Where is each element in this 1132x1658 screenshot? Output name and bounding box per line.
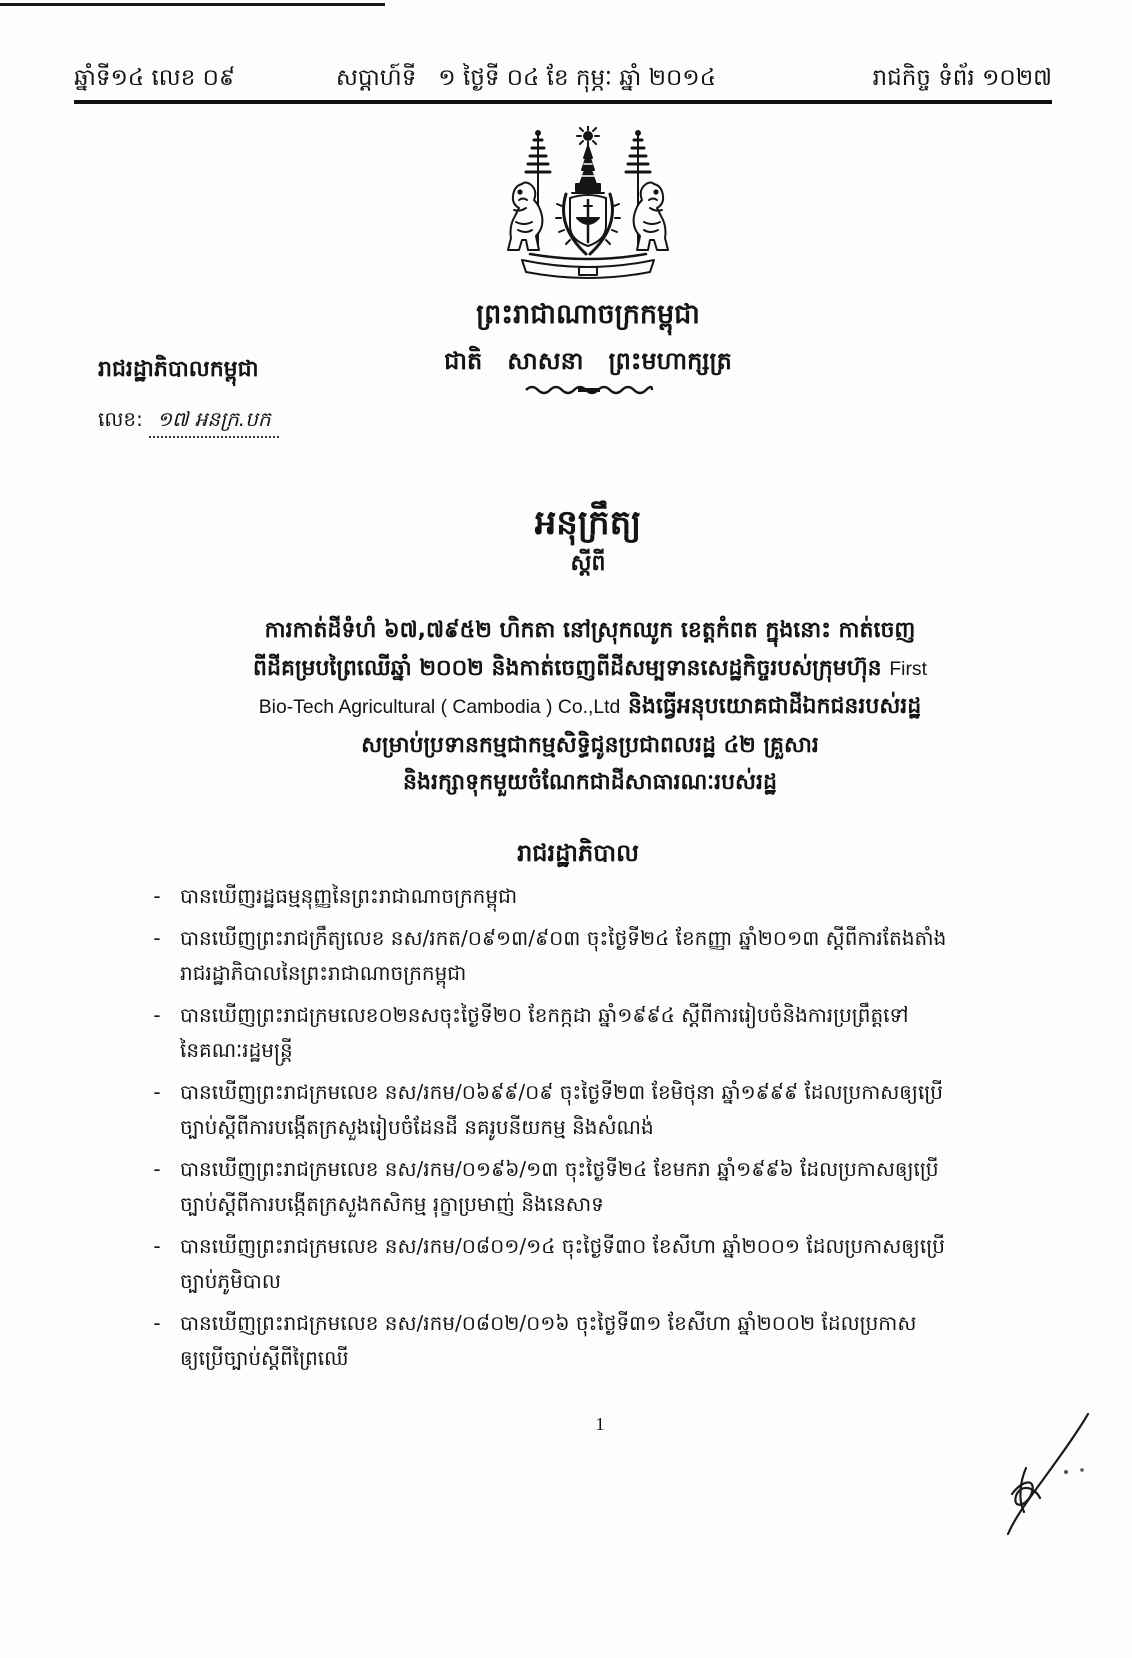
preamble-heading: រាជរដ្ឋាភិបាល [517, 839, 639, 867]
list-item [150, 1306, 1044, 1376]
emblem-graphic [500, 126, 676, 284]
subject-line-3 [150, 688, 1030, 727]
company-name-part-1: First [889, 657, 927, 680]
list-item-line: ច្បាប់ភូមិបាល [180, 1269, 281, 1293]
gazette-issue: ឆ្នាំទី១៤ លេខ ០៩ [74, 65, 236, 91]
list-item-line: បានឃើញព្រះរាជក្រមលេខ នស/រកម/០៨០២/០១៦ ចុះថ្ងៃទី៣១ ខែសីហា ឆ្នាំ២០០២ ដែលប្រកាស [180, 1311, 917, 1335]
issuing-authority: រាជរដ្ឋាភិបាលកម្ពុជា [98, 357, 259, 382]
subject-text: និងធ្វើអនុបយោគជាដីឯកជនរបស់រដ្ឋ [627, 694, 922, 719]
national-motto: ជាតិ សាសនា ព្រះមហាក្សត្រ [444, 347, 732, 375]
subject-line-1 [150, 612, 1030, 650]
emblem-shield [570, 195, 606, 246]
subject-text: ពីដីគម្របព្រៃឈើឆ្នាំ ២០០២ និងកាត់ចេញពីដីសម្បទានសេដ្ឋកិច្ចរបស់ក្រុមហ៊ុន [253, 655, 882, 681]
document-title: អនុក្រឹត្យ [534, 503, 642, 543]
bullet-dash: - [153, 884, 161, 908]
list-item-line: រាជរដ្ឋាភិបាលនៃព្រះរាជាណាចក្រកម្ពុជា [180, 961, 467, 985]
emblem-starburst [577, 126, 599, 145]
list-item-line: ច្បាប់ស្តីពីការបង្កើតក្រសួងកសិកម្ម រុក្ខាប្រមាញ់ និងនេសាទ [180, 1192, 604, 1216]
document-number [98, 402, 398, 438]
bullet-dash: - [153, 926, 161, 950]
list-item-line: បានឃើញរដ្ឋធម្មនុញ្ញនៃព្រះរាជាណាចក្រកម្ពុជា [180, 884, 518, 908]
ornamental-divider-icon [522, 382, 656, 396]
list-item-line: នៃគណៈរដ្ឋមន្ត្រី [180, 1038, 293, 1062]
list-item [150, 921, 1044, 991]
subject-text: ការកាត់ដីទំហំ ៦៧,៧៩៥២ ហិកតា នៅស្រុកឈូក ខេត្តកំពត ក្នុងនោះ កាត់ចេញ [264, 618, 916, 643]
list-item [150, 1075, 1044, 1145]
gazette-page: រាជកិច្ច ទំព័រ ១០២៧ [872, 65, 1052, 91]
header-rule [74, 100, 1052, 104]
list-item [150, 879, 1044, 914]
gazette-date: សប្តាហ៍ទី ១ ថ្ងៃទី ០៤ ខែ កុម្ភៈ ឆ្នាំ ២០១៤ [336, 65, 716, 91]
subject-text: សម្រាប់ប្រទានកម្មជាកម្មសិទ្ធិជូនប្រជាពលរដ្ឋ ៤២ គ្រួសារ [361, 732, 819, 758]
list-item [150, 998, 1044, 1068]
list-item [150, 1229, 1044, 1299]
company-name-part-2: Bio-Tech Agricultural ( Cambodia ) Co.,Ltd [258, 696, 621, 718]
list-item-line: បានឃើញព្រះរាជក្រឹត្យលេខ នស/រកត/០៩១៣/៩០៣ ចុះថ្ងៃទី២៤ ខែកញ្ញា ឆ្នាំ២០១៣ ស្តីពីការតែងតាំង [180, 926, 947, 950]
bullet-dash: - [153, 1311, 161, 1335]
document-number-value: ១៧ អនក្រ.បក [149, 402, 279, 438]
document-number-label: លេខ: [98, 407, 143, 431]
handwritten-initials-icon [990, 1408, 1100, 1540]
emblem-ribbon [522, 254, 654, 278]
subject-line-5 [150, 764, 1030, 802]
list-item [150, 1152, 1044, 1222]
list-item-line: បានឃើញព្រះរាជក្រមលេខ នស/រកម/០១៩៦/១៣ ចុះថ្ងៃទី២៤ ខែមករា ឆ្នាំ១៩៩៦ ដែលប្រកាសឲ្យប្រើ [180, 1157, 939, 1181]
list-item-line: ឲ្យប្រើច្បាប់ស្តីពីព្រៃឈើ [180, 1346, 349, 1370]
subject-text: និងរក្សាទុកមួយចំណែកជាដីសាធារណៈរបស់រដ្ឋ [403, 770, 777, 795]
page-number: 1 [595, 1414, 605, 1434]
subject-block [150, 612, 1030, 802]
list-item-line: បានឃើញព្រះរាជក្រមលេខ នស/រកម/០៦៩៩/០៩ ចុះថ្ងៃទី២៣ ខែមិថុនា ឆ្នាំ១៩៩៩ ដែលប្រកាសឲ្យប្រើ [180, 1080, 943, 1104]
list-item-line: បានឃើញព្រះរាជក្រមលេខ នស/រកម/០៨០១/១៤ ចុះថ្ងៃទី៣០ ខែសីហា ឆ្នាំ២០០១ ដែលប្រកាសឲ្យប្រើ [180, 1234, 945, 1258]
subject-line-2 [150, 650, 1030, 689]
list-item-line: បានឃើញព្រះរាជក្រមលេខ០២នសចុះថ្ងៃទី២០ ខែកក្កដា ឆ្នាំ១៩៩៤ ស្តីពីការរៀបចំនិងការប្រព្រឹត្តទៅ [180, 1003, 909, 1027]
emblem-crown [572, 146, 604, 193]
scan-edge-line [0, 3, 385, 6]
bullet-dash: - [153, 1234, 161, 1258]
signature-graphic [990, 1408, 1100, 1540]
kingdom-name: ព្រះរាជាណាចក្រកម្ពុជា [476, 299, 700, 330]
preamble-list [150, 879, 1044, 1383]
royal-coat-of-arms-icon [500, 126, 676, 284]
list-item-line: ច្បាប់ស្តីពីការបង្កើតក្រសួងរៀបចំដែនដី នគរូបនីយកម្ម និងសំណង់ [180, 1115, 654, 1139]
divider-graphic [522, 383, 656, 397]
subject-line-4 [150, 727, 1030, 765]
document-about: ស្តីពី [570, 551, 606, 576]
bullet-dash: - [153, 1003, 161, 1027]
bullet-dash: - [153, 1157, 161, 1181]
bullet-dash: - [153, 1080, 161, 1104]
